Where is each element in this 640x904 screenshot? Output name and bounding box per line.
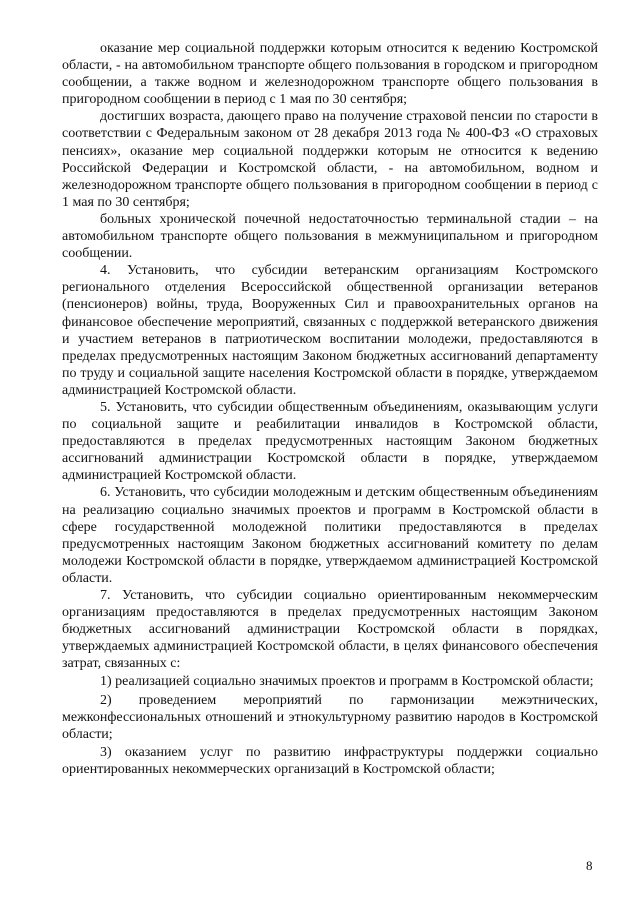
paragraph-clause-4: 4. Установить, что субсидии ветеранским организациям Костромского регионального отделения Всероссийской общественной организации ветеранов (пенсионеров) войны, труда, Вооруженных Сил и правоохранительных органов на финансовое обеспечение мероприятий, связанных с поддержкой ветеранского движения и участием ветеранов в патриотическом воспитании молодежи, предоставляются в пределах предусмотренных настоящим Законом бюджетных ассигнований департаменту по труду и социальной защите населения Костромской области в порядке, утверждаемом администрацией Костромской области. (62, 263, 598, 398)
paragraph-kidney-patients: больных хронической почечной недостаточностью терминальной стадии – на автомобильном транспорте общего пользования в межмуниципальном и пригородном сообщении. (62, 211, 598, 262)
paragraph-clause-5: 5. Установить, что субсидии общественным объединениям, оказывающим услуги по социальной защите и реабилитации инвалидов в Костромской области, предоставляются в пределах предусмотренных настоящим Законом бюджетных ассигнований администрации Костромской области в порядке, утверждаемом администрацией Костромской области. (62, 399, 598, 484)
paragraph-transport-regional: оказание мер социальной поддержки которым относится к ведению Костромской области, - на автомобильном транспорте общего пользования в городском и пригородном сообщении, а также водном и железнодорожном транспорте общего пользования в пригородном сообщении в период с 1 мая по 30 сентября; (62, 41, 598, 108)
body-text (62, 40, 598, 778)
list-item-1: 1) реализацией социально значимых проектов и программ в Костромской области; (100, 674, 594, 690)
list-item-2: 2) проведением мероприятий по гармонизации межэтнических, межконфессиональных отношений и этнокультурному развитию народов в Костромской области; (62, 692, 598, 742)
paragraph-clause-7: 7. Установить, что субсидии социально ориентированным некоммерческим организациям предоставляются в пределах предусмотренных настоящим Законом бюджетных ассигнований администрации Костромской области в порядках, утверждаемых администрацией Костромской области, в целях финансового обеспечения затрат, связанных с: (62, 588, 598, 672)
page-number: 8 (586, 858, 593, 873)
list-item-3: 3) оказанием услуг по развитию инфраструктуры поддержки социально ориентированных некоммерческих организаций в Костромской области; (62, 744, 598, 777)
paragraph-pension-age: достигших возраста, дающего право на получение страховой пенсии по старости в соответствии с Федеральным законом от 28 декабря 2013 года № 400-ФЗ «О страховых пенсиях», оказание мер социальной поддержки которым не относится к ведению Российской Федерации и Костромской области, - на автомобильном, водном и железнодорожном транспорте общего пользования в пригородном сообщении в период с 1 мая по 30 сентября; (62, 109, 598, 210)
paragraph-clause-6: 6. Установить, что субсидии молодежным и детским общественным объединениям на реализацию социально значимых проектов и программ в Костромской области в сфере государственной молодежной политики предоставляются в пределах предусмотренных настоящим Законом бюджетных ассигнований комитету по делам молодежи Костромской области в порядке, утверждаемом администрацией Костромской области. (62, 485, 598, 586)
